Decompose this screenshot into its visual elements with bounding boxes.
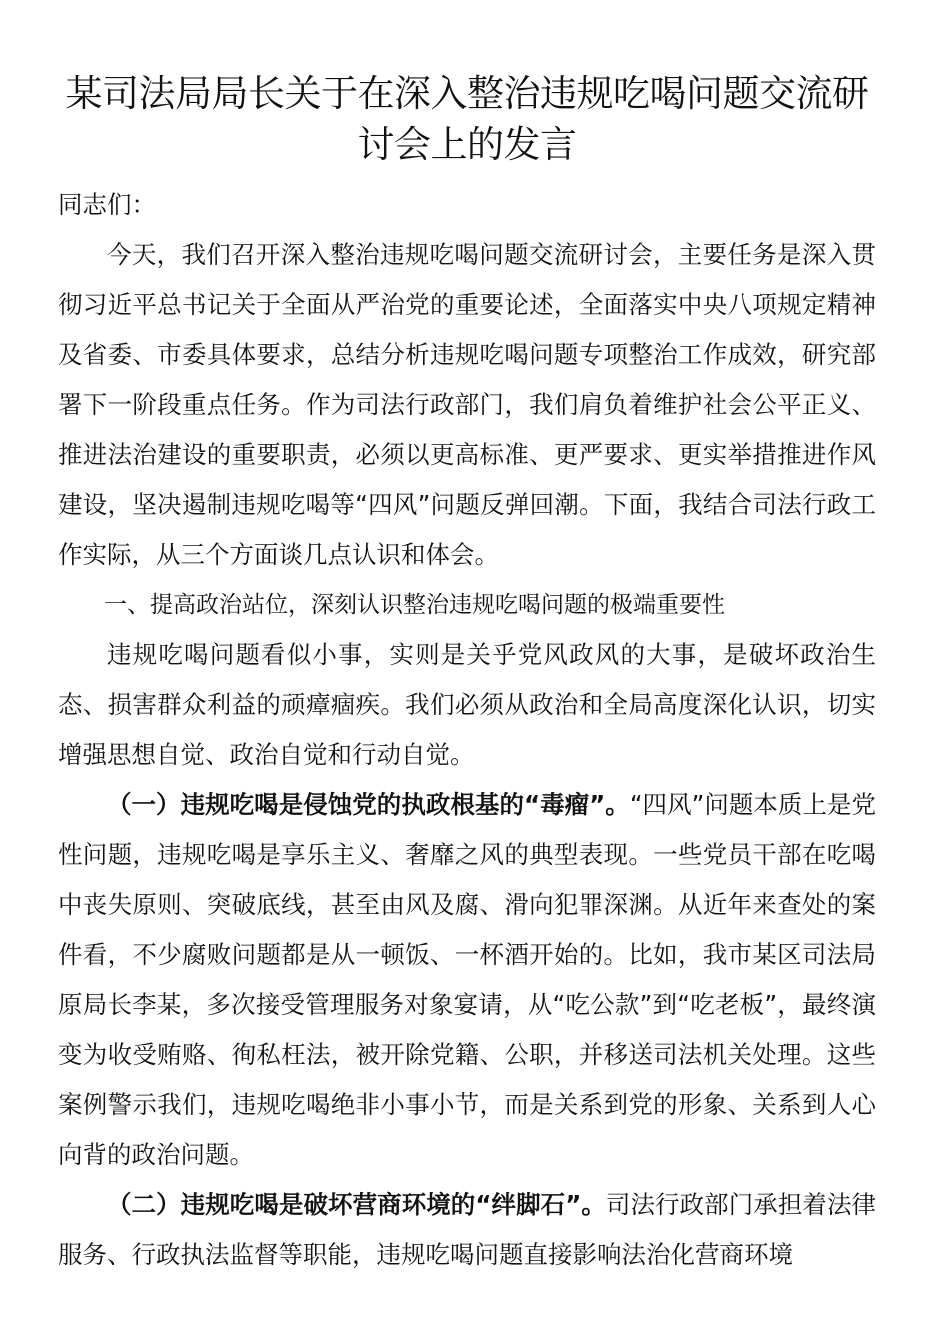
point-paragraph: [58, 780, 876, 1180]
section-heading: 一、提高政治站位，深刻认识整治违规吃喝问题的极端重要性: [104, 592, 725, 618]
document-title: 某司法局局长关于在深入整治违规吃喝问题交流研讨会上的发言: [65, 72, 869, 166]
point-paragraph: [58, 1180, 876, 1280]
point-lead: （二）违规吃喝是破坏营商环境的“绊脚石”。: [107, 1190, 606, 1219]
point-text: 司法行政部门承担着法律服务、行政执法监督等职能，违规吃喝问题直接影响法治化营商环境: [58, 1190, 877, 1269]
intro-paragraph: 今天，我们召开深入整治违规吃喝问题交流研讨会，主要任务是深入贯彻习近平总书记关于全面从严治党的重要论述，全面落实中央八项规定精神及省委、市委具体要求，总结分析违规吃喝问题专项整治工作成效，研究部署下一阶段重点任务。作为司法行政部门，我们肩负着维护社会公平正义、推进法治建设的重要职责，必须以更高标准、更严要求、更实举措推进作风建设，坚决遏制违规吃喝等“四风”问题反弹回潮。下面，我结合司法行政工作实际，从三个方面谈几点认识和体会。: [58, 240, 876, 569]
point-text: “四风”问题本质上是党性问题，违规吃喝是享乐主义、奢靡之风的典型表现。一些党员干部在吃喝中丧失原则、突破底线，甚至由风及腐、滑向犯罪深渊。从近年来查处的案件看，不少腐败问题都是从一顿饭、一杯酒开始的。比如，我市某区司法局原局长李某，多次接受管理服务对象宴请，从“吃公款”到“吃老板”，最终演变为收受贿赂、徇私枉法，被开除党籍、公职，并移送司法机关处理。这些案例警示我们，违规吃喝绝非小事小节，而是关系到党的形象、关系到人心向背的政治问题。: [58, 790, 876, 1169]
section-body-paragraph: 违规吃喝问题看似小事，实则是关乎党风政风的大事，是破坏政治生态、损害群众利益的顽瘴痼疾。我们必须从政治和全局高度深化认识，切实增强思想自觉、政治自觉和行动自觉。: [58, 640, 876, 769]
document-page: [58, 68, 876, 1280]
point-lead: （一）违规吃喝是侵蚀党的执政根基的“毒瘤”。: [107, 790, 630, 819]
salutation: 同志们：: [58, 190, 156, 219]
